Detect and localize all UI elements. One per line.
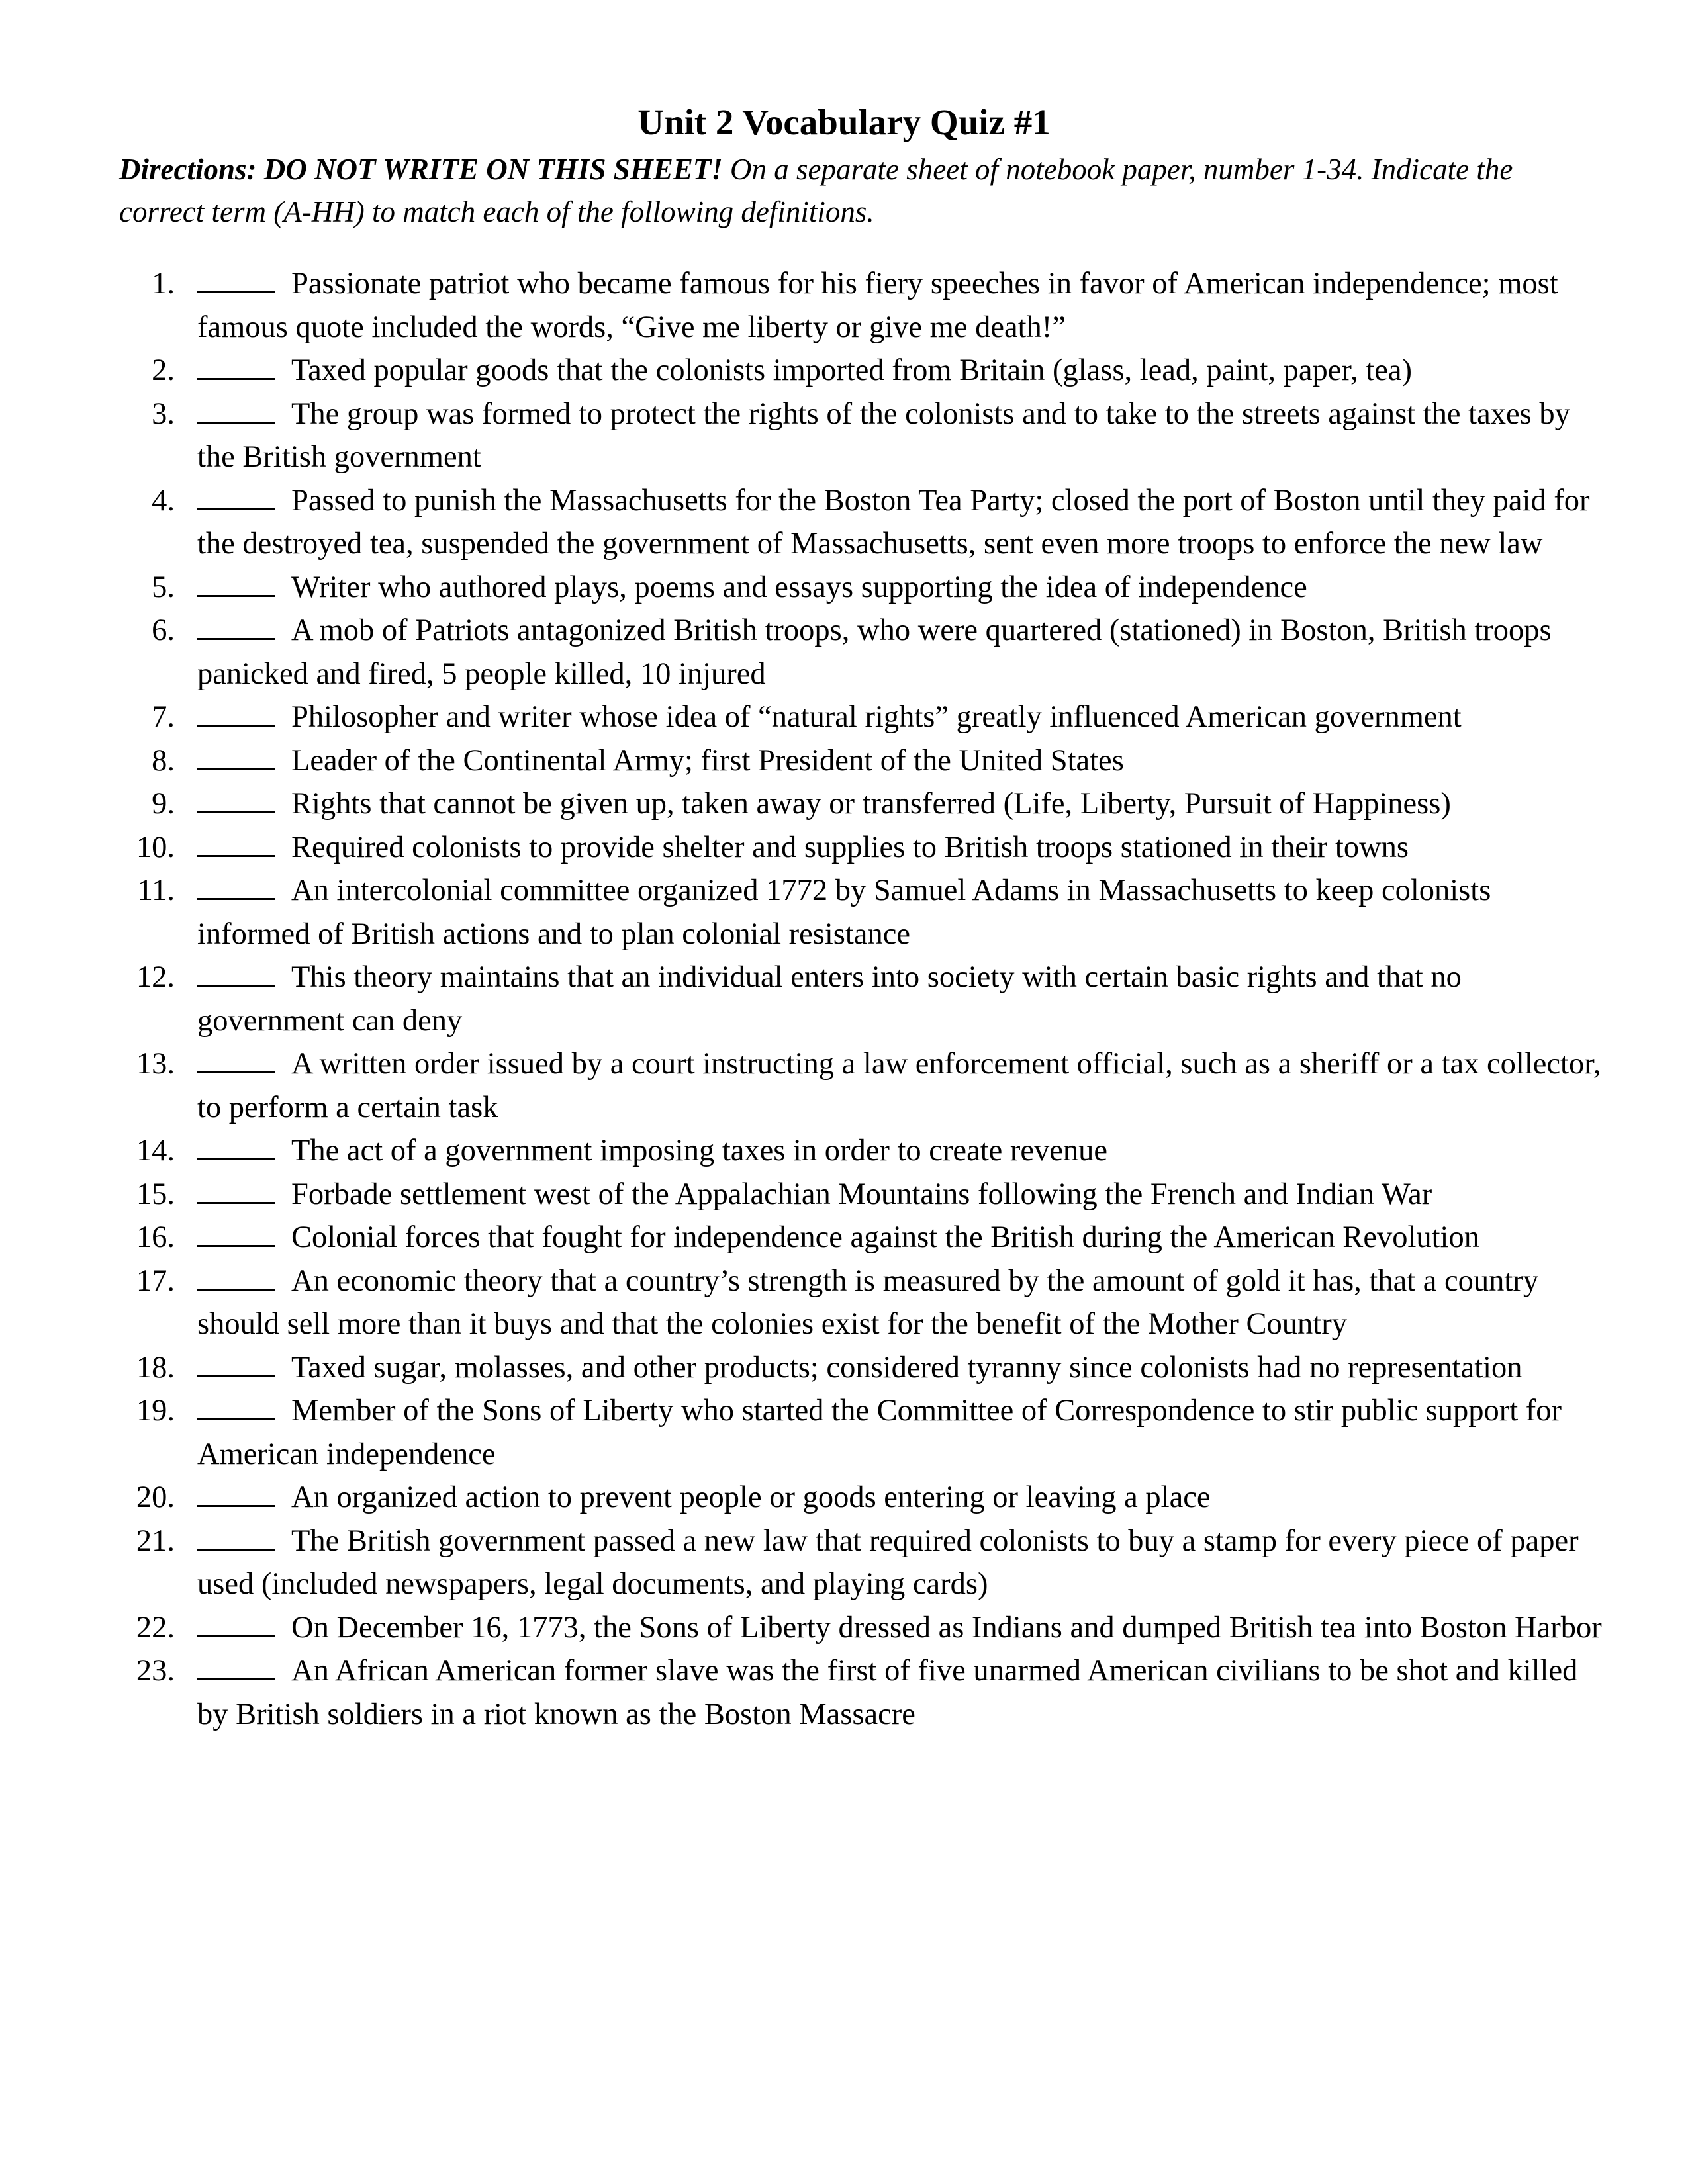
definition-text: Forbade settlement west of the Appalachian Mountains following the French and Indian War bbox=[291, 1177, 1432, 1211]
definition-item bbox=[119, 956, 1602, 1042]
definition-text: Rights that cannot be given up, taken away or transferred (Life, Liberty, Pursuit of Happiness) bbox=[291, 787, 1451, 821]
definition-item bbox=[119, 479, 1602, 566]
definition-item bbox=[119, 609, 1602, 696]
definition-text: Member of the Sons of Liberty who started the Committee of Correspondence to stir public support for American independence bbox=[197, 1394, 1562, 1471]
definition-text: The act of a government imposing taxes in order to create revenue bbox=[291, 1134, 1108, 1167]
item-number: 18. bbox=[136, 1350, 175, 1385]
definition-item bbox=[119, 1216, 1602, 1259]
answer-blank bbox=[197, 1130, 275, 1160]
item-number: 12. bbox=[136, 960, 175, 994]
answer-blank bbox=[197, 697, 275, 727]
definition-item bbox=[119, 1346, 1602, 1390]
definition-text: A written order issued by a court instructing a law enforcement official, such as a sheriff or a tax collector, to perform a certain task bbox=[197, 1047, 1601, 1124]
answer-blank bbox=[197, 827, 275, 857]
definition-item bbox=[119, 1389, 1602, 1476]
page-title: Unit 2 Vocabulary Quiz #1 bbox=[637, 102, 1051, 142]
item-number: 9. bbox=[152, 787, 175, 821]
item-number: 4. bbox=[152, 483, 175, 518]
definition-text: The group was formed to protect the rights of the colonists and to take to the streets against the taxes by the British government bbox=[197, 396, 1570, 474]
definition-item bbox=[119, 1042, 1602, 1129]
answer-blank bbox=[197, 1608, 275, 1637]
answer-blank bbox=[197, 784, 275, 813]
answer-blank bbox=[197, 610, 275, 640]
definition-item bbox=[119, 782, 1602, 826]
item-number: 14. bbox=[136, 1134, 175, 1167]
definition-text: Passed to punish the Massachusetts for the Boston Tea Party; closed the port of Boston until they paid for the destroyed tea, suspended the government of Massachusetts, sent even more troops to enforce the new law bbox=[197, 483, 1590, 561]
definition-text: An African American former slave was the first of five unarmed American civilians to be shot and killed by British soldiers in a riot known as the Boston Massacre bbox=[197, 1654, 1578, 1731]
definition-text: Required colonists to provide shelter and supplies to British troops stationed in their towns bbox=[291, 830, 1409, 864]
item-number: 11. bbox=[137, 874, 175, 907]
definition-item bbox=[119, 739, 1602, 783]
item-number: 8. bbox=[152, 743, 175, 778]
definition-item bbox=[119, 1173, 1602, 1216]
answer-blank bbox=[197, 350, 275, 380]
definition-text: Passionate patriot who became famous for his fiery speeches in favor of American independence; most famous quote included the words, “Give me liberty or give me death!” bbox=[197, 267, 1558, 344]
directions-text: On a separate sheet of notebook paper, number 1-34. Indicate the correct term (A-HH) to match each of the following definitions. bbox=[119, 153, 1513, 228]
item-number: 5. bbox=[152, 570, 175, 604]
definition-item bbox=[119, 262, 1602, 349]
definition-text: Writer who authored plays, poems and essays supporting the idea of independence bbox=[291, 570, 1307, 604]
definition-item bbox=[119, 1476, 1602, 1520]
item-number: 21. bbox=[136, 1524, 175, 1558]
item-number: 15. bbox=[136, 1177, 175, 1211]
definition-item bbox=[119, 1520, 1602, 1606]
item-number: 1. bbox=[152, 267, 175, 300]
item-number: 2. bbox=[152, 353, 175, 387]
answer-blank bbox=[197, 567, 275, 597]
item-number: 13. bbox=[136, 1047, 175, 1081]
answer-blank bbox=[197, 1521, 275, 1551]
definition-item bbox=[119, 1129, 1602, 1173]
answer-blank bbox=[197, 1044, 275, 1073]
definition-item bbox=[119, 566, 1602, 610]
definition-text: An intercolonial committee organized 1772 by Samuel Adams in Massachusetts to keep colonists informed of British actions and to plan colonial resistance bbox=[197, 874, 1491, 951]
answer-blank bbox=[197, 957, 275, 987]
definition-text: Colonial forces that fought for independence against the British during the American Revolution bbox=[291, 1220, 1479, 1254]
definition-text: The British government passed a new law that required colonists to buy a stamp for every piece of paper used (included newspapers, legal documents, and playing cards) bbox=[197, 1524, 1579, 1601]
definition-text: Philosopher and writer whose idea of “natural rights” greatly influenced American government bbox=[291, 700, 1462, 734]
definition-text: On December 16, 1773, the Sons of Liberty dressed as Indians and dumped British tea into Boston Harbor bbox=[291, 1610, 1602, 1645]
item-number: 6. bbox=[152, 614, 175, 647]
definition-item bbox=[119, 392, 1602, 479]
answer-blank bbox=[197, 1217, 275, 1247]
item-number: 19. bbox=[136, 1394, 175, 1428]
definition-text: Taxed popular goods that the colonists imported from Britain (glass, lead, paint, paper, tea) bbox=[291, 353, 1412, 387]
item-number: 7. bbox=[152, 700, 175, 734]
definition-item bbox=[119, 1649, 1602, 1736]
directions-warning: Directions: DO NOT WRITE ON THIS SHEET! bbox=[119, 153, 723, 186]
definition-item bbox=[119, 826, 1602, 870]
definition-item bbox=[119, 349, 1602, 392]
definition-list bbox=[119, 262, 1602, 1736]
item-number: 20. bbox=[136, 1480, 175, 1514]
answer-blank bbox=[197, 741, 275, 770]
answer-blank bbox=[197, 1390, 275, 1420]
answer-blank bbox=[197, 263, 275, 293]
definition-text: Leader of the Continental Army; first President of the United States bbox=[291, 743, 1124, 778]
answer-blank bbox=[197, 1651, 275, 1680]
answer-blank bbox=[197, 480, 275, 510]
answer-blank bbox=[197, 1261, 275, 1291]
item-number: 16. bbox=[136, 1220, 175, 1254]
definition-item bbox=[119, 869, 1602, 956]
answer-blank bbox=[197, 1174, 275, 1204]
answer-blank bbox=[197, 394, 275, 424]
definition-item bbox=[119, 1259, 1602, 1346]
definition-text: An organized action to prevent people or goods entering or leaving a place bbox=[291, 1480, 1211, 1514]
definition-text: A mob of Patriots antagonized British troops, who were quartered (stationed) in Boston, British troops panicked and fired, 5 people killed, 10 injured bbox=[197, 614, 1552, 691]
directions bbox=[119, 148, 1589, 233]
answer-blank bbox=[197, 1347, 275, 1377]
definition-text: Taxed sugar, molasses, and other products; considered tyranny since colonists had no representation bbox=[291, 1350, 1523, 1385]
definition-text: This theory maintains that an individual enters into society with certain basic rights and that no government can deny bbox=[197, 960, 1462, 1038]
item-number: 3. bbox=[152, 396, 175, 431]
item-number: 10. bbox=[136, 830, 175, 864]
answer-blank bbox=[197, 870, 275, 900]
item-number: 17. bbox=[136, 1263, 175, 1298]
answer-blank bbox=[197, 1477, 275, 1507]
definition-item bbox=[119, 1606, 1602, 1650]
item-number: 22. bbox=[136, 1610, 175, 1645]
definition-text: An economic theory that a country’s strength is measured by the amount of gold it has, that a country should sell more than it buys and that the colonies exist for the benefit of the Mother Country bbox=[197, 1263, 1539, 1341]
definition-item bbox=[119, 696, 1602, 739]
item-number: 23. bbox=[136, 1654, 175, 1688]
